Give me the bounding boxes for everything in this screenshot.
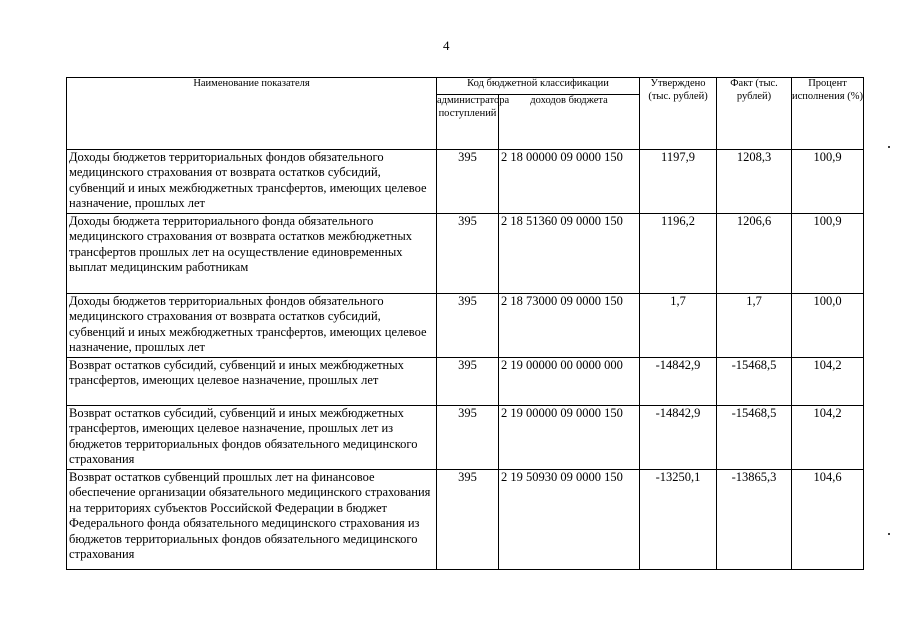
row-admin-code: 395 [437,150,499,214]
header-income-code: доходов бюджета [499,95,640,150]
row-admin-code: 395 [437,358,499,406]
row-name: Возврат остатков субсидий, субвенций и иных межбюджетных трансфертов, имеющих целевое назначение, прошлых лет [67,358,437,406]
header-name: Наименование показателя [67,78,437,150]
table-row [67,214,864,294]
row-percent: 100,0 [792,294,864,358]
header-admin-code: администратора поступлений [437,95,499,150]
row-income-code: 2 18 00000 09 0000 150 [499,150,640,214]
table-row [67,358,864,406]
row-name: Доходы бюджетов территориальных фондов обязательного медицинского страхования от возврата остатков субсидий, субвенций и иных межбюджетных трансфертов, имеющих целевое назначение, прошлых лет [67,150,437,214]
row-name: Доходы бюджетов территориальных фондов обязательного медицинского страхования от возврата остатков субсидий, субвенций и иных межбюджетных трансфертов, имеющих целевое назначение, прошлых лет [67,294,437,358]
row-approved: 1196,2 [640,214,717,294]
row-approved: -14842,9 [640,406,717,470]
row-approved: -13250,1 [640,470,717,570]
row-income-code: 2 19 00000 09 0000 150 [499,406,640,470]
row-fact: 1,7 [717,294,792,358]
scan-speck [888,533,890,535]
row-income-code: 2 19 00000 00 0000 000 [499,358,640,406]
row-percent: 104,2 [792,358,864,406]
table-row [67,406,864,470]
row-admin-code: 395 [437,470,499,570]
header-fact: Факт (тыс. рублей) [717,78,792,150]
row-approved: -14842,9 [640,358,717,406]
row-fact: -15468,5 [717,406,792,470]
budget-table [66,77,864,570]
header-code-group: Код бюджетной классификации [437,78,640,95]
row-percent: 104,2 [792,406,864,470]
header-percent: Процент исполнения (%) [792,78,864,150]
row-fact: 1206,6 [717,214,792,294]
row-percent: 100,9 [792,214,864,294]
row-name: Возврат остатков субвенций прошлых лет на финансовое обеспечение организации обязательного медицинского страхования на территориях субъектов Российской Федерации в бюджет Федерального фонда обязательного медицинского страхования из бюджетов территориальных фондов обязательного медицинского страхования [67,470,437,570]
row-percent: 104,6 [792,470,864,570]
row-fact: -15468,5 [717,358,792,406]
row-fact: -13865,3 [717,470,792,570]
row-income-code: 2 18 51360 09 0000 150 [499,214,640,294]
header-approved: Утверждено (тыс. рублей) [640,78,717,150]
row-admin-code: 395 [437,214,499,294]
row-fact: 1208,3 [717,150,792,214]
table-row [67,470,864,570]
row-name: Возврат остатков субсидий, субвенций и иных межбюджетных трансфертов, имеющих целевое назначение, прошлых лет из бюджетов территориальных фондов обязательного медицинского страхования [67,406,437,470]
page-number: 4 [443,38,450,53]
row-income-code: 2 18 73000 09 0000 150 [499,294,640,358]
row-name: Доходы бюджета территориального фонда обязательного медицинского страхования от возврата остатков межбюджетных трансфертов прошлых лет на осуществление единовременных выплат медицинским работникам [67,214,437,294]
table-row [67,150,864,214]
row-income-code: 2 19 50930 09 0000 150 [499,470,640,570]
row-admin-code: 395 [437,406,499,470]
row-percent: 100,9 [792,150,864,214]
row-approved: 1,7 [640,294,717,358]
scan-speck [888,146,890,148]
row-admin-code: 395 [437,294,499,358]
row-approved: 1197,9 [640,150,717,214]
table-row [67,294,864,358]
